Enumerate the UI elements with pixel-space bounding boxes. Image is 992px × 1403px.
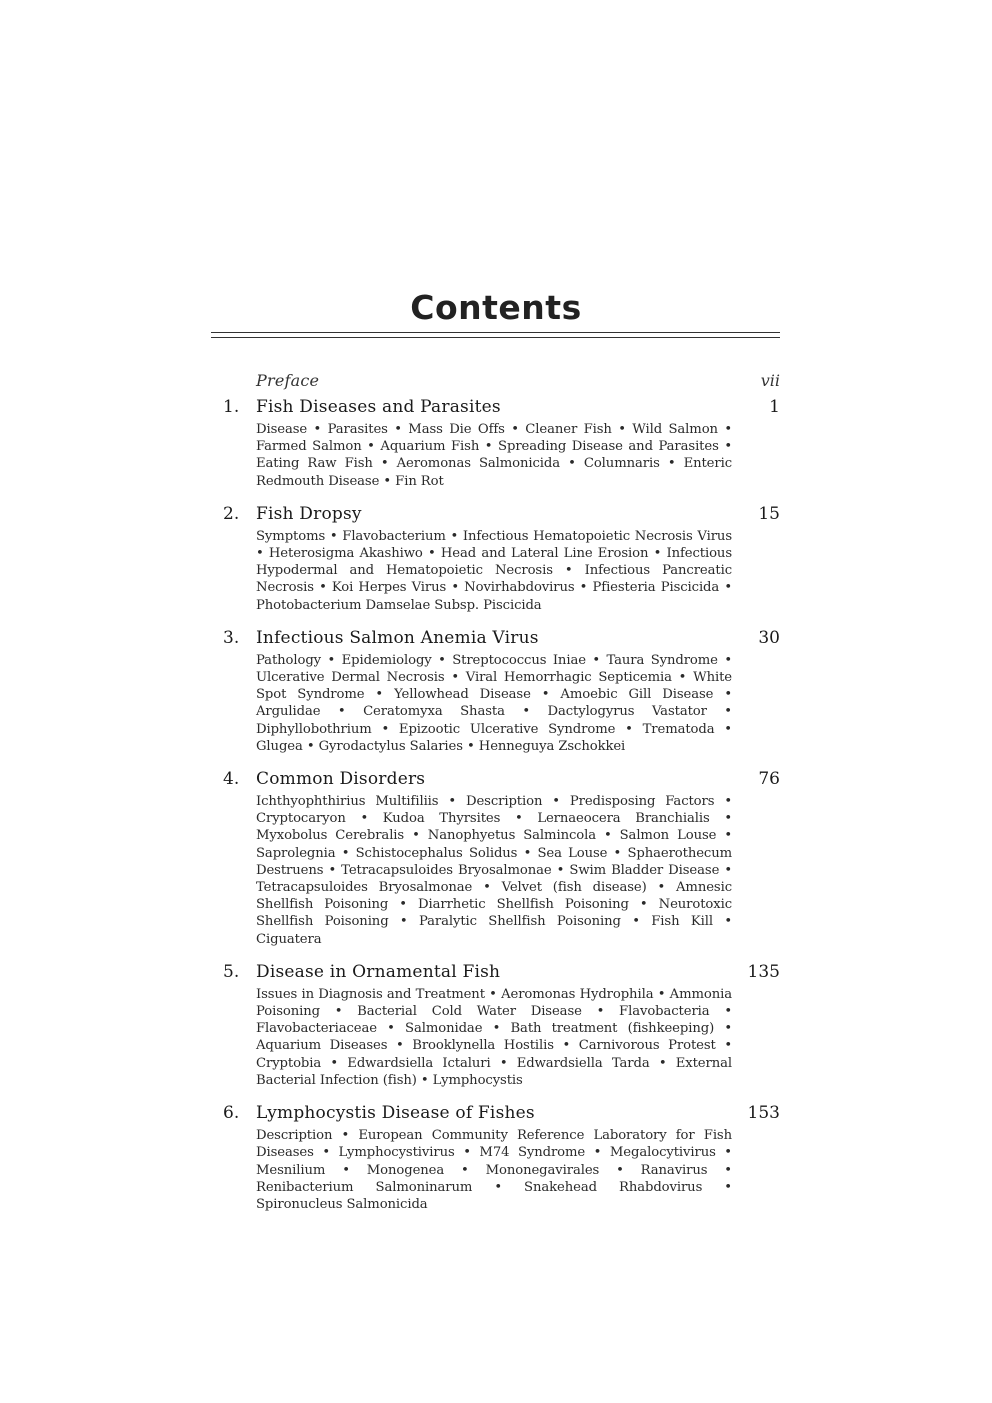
title-rule-lower — [211, 337, 780, 338]
chapter-title: Lymphocystis Disease of Fishes — [256, 1103, 535, 1124]
chapter-title: Fish Dropsy — [256, 503, 362, 524]
chapter-topics: Ichthyophthirius Multifiliis • Description • Predisposing Factors • Cryptocaryon • Kudoa Thyrsites • Lernaeocera Branchialis • Myxobolus Cerebralis • Nanophyetus Salmincola • Salmon Louse • Saprolegnia • Schistocephalus Solidus • Sea Louse • Sphaerothecum Destruens • Tetracapsuloides Bryosalmonae • Swim Bladder Disease • Tetracapsuloides Bryosalmonae • Velvet (fish disease) • Amnesic Shellfish Poisoning • Diarrhetic Shellfish Poisoning • Neurotoxic Shellfish Poisoning • Paralytic Shellfish Poisoning • Fish Kill • Ciguatera — [256, 794, 732, 947]
chapter-topics: Disease • Parasites • Mass Die Offs • Cleaner Fish • Wild Salmon • Farmed Salmon • Aquarium Fish • Spreading Disease and Parasites • Eating Raw Fish • Aeromonas Salmonicida • Columnaris • Enteric Redmouth Disease • Fin Rot — [256, 422, 732, 489]
chapter-number: 6. — [223, 1103, 240, 1124]
chapter-number: 4. — [223, 769, 240, 790]
toc-entry-chapter-5[interactable] — [211, 959, 780, 1089]
chapter-number: 5. — [223, 961, 240, 982]
toc-entry-preface[interactable] — [211, 368, 780, 394]
toc-entry-chapter-1[interactable] — [211, 394, 780, 490]
toc-entry-chapter-6[interactable] — [211, 1100, 780, 1213]
chapter-number: 3. — [223, 627, 240, 648]
chapter-page-number: 30 — [758, 627, 780, 648]
preface-page-number: vii — [760, 371, 780, 390]
chapter-topics: Issues in Diagnosis and Treatment • Aeromonas Hydrophila • Ammonia Poisoning • Bacterial Cold Water Disease • Flavobacteria • Flavobacteriaceae • Salmonidae • Bath treatment (fishkeeping) • Aquarium Diseases • Brooklynella Hostilis • Carnivorous Protest • Cryptobia • Edwardsiella Ictaluri • Edwardsiella Tarda • External Bacterial Infection (fish) • Lymphocystis — [256, 986, 732, 1088]
chapter-page-number: 1 — [769, 397, 780, 417]
chapter-topics: Description • European Community Reference Laboratory for Fish Diseases • Lymphocystivirus • M74 Syndrome • Megalocytivirus • Mesnilium • Monogenea • Mononegavirales • Ranavirus • Renibacterium Salmoninarum • Snakehead Rhabdovirus • Spironucleus Salmonicida — [256, 1128, 732, 1212]
chapter-title: Disease in Ornamental Fish — [256, 961, 501, 982]
chapter-number: 1. — [223, 397, 240, 417]
preface-label: Preface — [256, 371, 320, 390]
title-rule-upper — [211, 332, 780, 333]
chapter-title: Infectious Salmon Anemia Virus — [256, 627, 539, 648]
toc-entry-chapter-3[interactable] — [211, 625, 780, 755]
chapter-number: 2. — [223, 503, 240, 524]
chapter-page-number: 15 — [758, 503, 780, 524]
chapter-topics: Symptoms • Flavobacterium • Infectious Hematopoietic Necrosis Virus • Heterosigma Akashiwo • Head and Lateral Line Erosion • Infectious Hypodermal and Hematopoietic Necrosis • Infectious Pancreatic Necrosis • Koi Herpes Virus • Novirhabdovirus • Pfiesteria Piscicida • Photobacterium Damselae Subsp. Piscicida — [256, 528, 732, 613]
chapter-page-number: 135 — [747, 961, 780, 982]
chapter-topics: Pathology • Epidemiology • Streptococcus Iniae • Taura Syndrome • Ulcerative Dermal Necrosis • Viral Hemorrhagic Septicemia • White Spot Syndrome • Yellowhead Disease • Amoebic Gill Disease • Argulidae • Ceratomyxa Shasta • Dactylogyrus Vastator • Diphyllobothrium • Epizootic Ulcerative Syndrome • Trematoda • Glugea • Gyrodactylus Salaries • Henneguya Zschokkei — [256, 652, 732, 754]
chapter-page-number: 76 — [758, 769, 780, 790]
toc-entry-chapter-4[interactable] — [211, 766, 780, 948]
page-title: Contents — [410, 288, 582, 327]
table-of-contents — [211, 368, 780, 1213]
chapter-page-number: 153 — [747, 1103, 780, 1124]
chapter-title: Fish Diseases and Parasites — [256, 397, 501, 417]
chapter-title: Common Disorders — [256, 769, 426, 790]
toc-entry-chapter-2[interactable] — [211, 501, 780, 614]
